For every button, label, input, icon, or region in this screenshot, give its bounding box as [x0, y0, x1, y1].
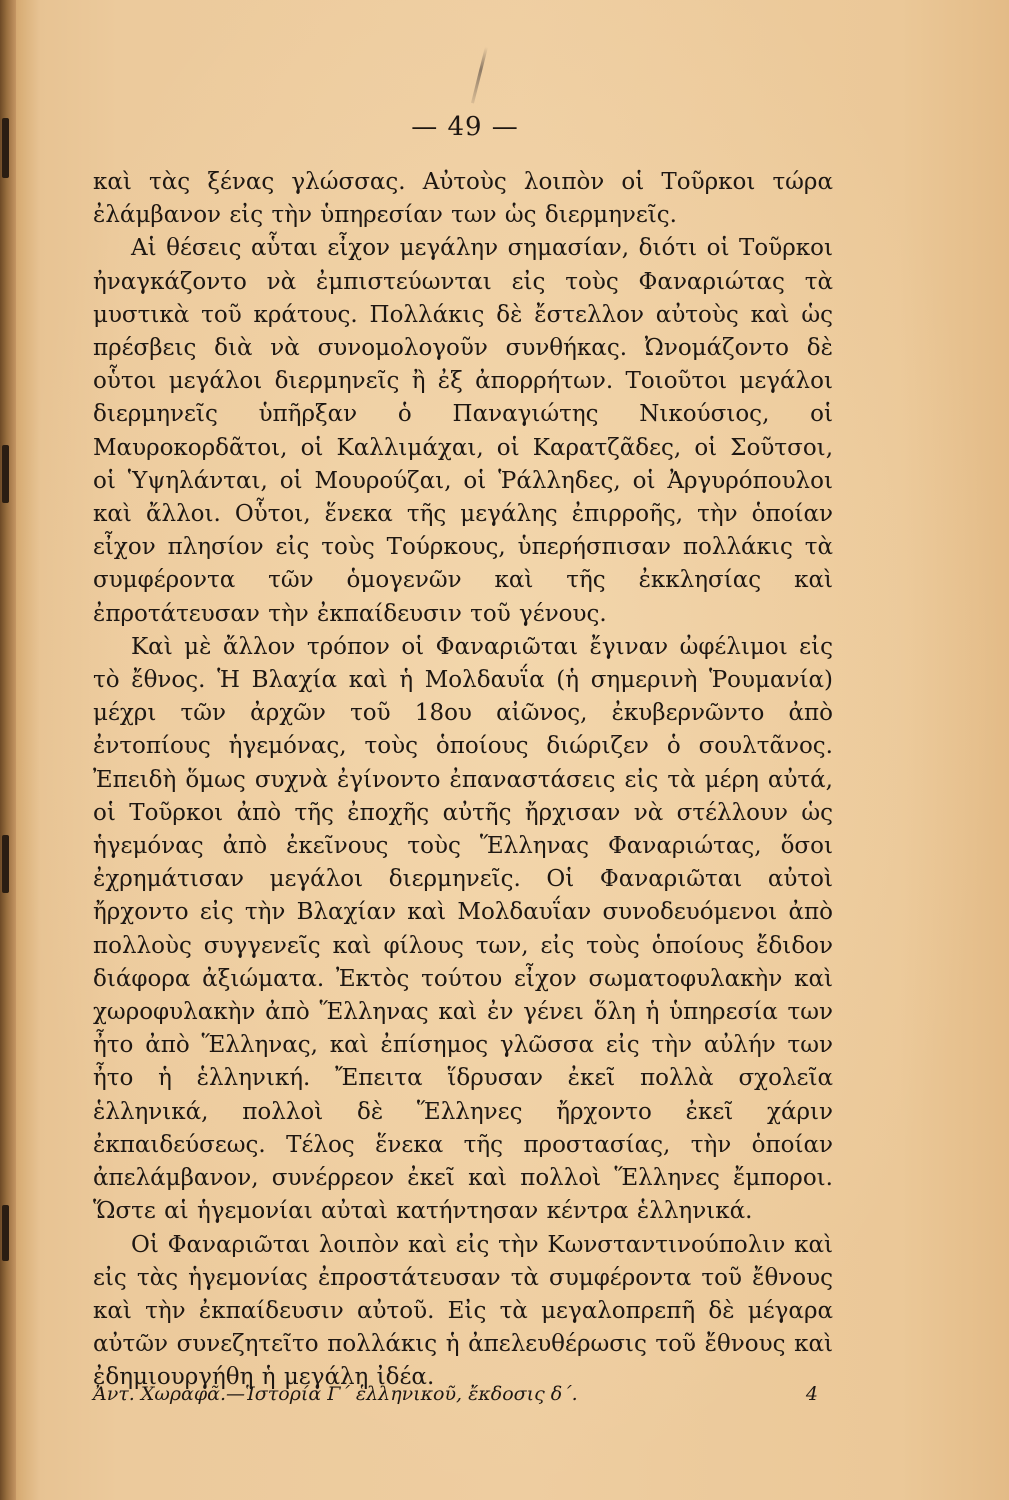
footer-signature: 4 [805, 1383, 818, 1405]
binding-stitch [2, 445, 9, 503]
paragraph-conclusion: Οἱ Φαναριῶται λοιπὸν καὶ εἰς τὴν Κωνσταντινούπολιν καὶ εἰς τὰς ἡγεμονίας ἐπροστάτευσαν τὰ συμφέροντα τοῦ ἔθνους καὶ τὴν ἐκπαίδευσιν αὐτοῦ. Εἰς τὰ μεγαλοπρεπῆ δὲ μέγαρα αὐτῶν συνεζητεῖτο πολλάκις ἡ ἀπελευθέρωσις τοῦ ἔθνους καὶ ἐδημιουργήθη ἡ μεγάλη ἰδέα. [93, 1231, 833, 1391]
paragraph-principalities: Καὶ μὲ ἄλλον τρόπον οἱ Φαναριῶται ἔγιναν ὠφέλιμοι εἰς τὸ ἔθνος. Ἡ Βλαχία καὶ ἡ Μολδαυΐα (ἡ σημερινὴ Ῥουμανία) μέχρι τῶν ἀρχῶν τοῦ 18ου αἰῶνος, ἐκυβερνῶντο ἀπὸ ἐντοπίους ἡγεμόνας, τοὺς ὁποίους διώριζεν ὁ σουλτᾶνος. Ἐπειδὴ ὅμως συχνὰ ἐγίνοντο ἐπαναστάσεις εἰς τὰ μέρη αὐτά, οἱ Τοῦρκοι ἀπὸ τῆς ἐποχῆς αὐτῆς ἤρχισαν νὰ στέλλουν ὡς ἡγεμόνας ἀπὸ ἐκεῖνους τοὺς Ἕλληνας Φαναριώτας, ὅσοι ἐχρημάτισαν μεγάλοι διερμηνεῖς. Οἱ Φαναριῶται αὐτοὶ ἤρχοντο εἰς τὴν Βλαχίαν καὶ Μολδαυΐαν συνοδευόμενοι ἀπὸ πολλοὺς συγγενεῖς καὶ φίλους των, εἰς τοὺς ὁποίους ἔδιδον διάφορα ἀξιώματα. Ἐκτὸς τούτου εἶχον σωματοφυλακὴν καὶ χωροφυλακὴν ἀπὸ Ἕλληνας καὶ ἐν γένει ὅλη ἡ ὑπηρεσία των ἦτο ἀπὸ Ἕλληνας, καὶ ἐπίσημος γλῶσσα εἰς τὴν αὐλήν των ἦτο ἡ ἑλληνική. Ἔπειτα ἵδρυσαν ἐκεῖ πολλὰ σχολεῖα ἑλληνικά, πολλοὶ δὲ Ἕλληνες ἤρχοντο ἐκεῖ χάριν ἐκπαιδεύσεως. Τέλος ἕνεκα τῆς προστασίας, τὴν ὁποίαν ἀπελάμβανον, συνέρρεον ἐκεῖ καὶ πολλοὶ Ἕλληνες ἔμποροι. Ὥστε αἱ ἡγεμονίαι αὐταὶ κατήντησαν κέντρα ἑλληνικά. [93, 633, 833, 1225]
paragraph-continuation: καὶ τὰς ξένας γλώσσας. Αὐτοὺς λοιπὸν οἱ Τοῦρκοι τώρα ἐλάμβανον εἰς τὴν ὑπηρεσίαν των ὡς διερμηνεῖς. [93, 169, 833, 229]
binding-stitch [2, 835, 9, 893]
body-text [93, 166, 833, 1395]
page-footer [93, 1383, 818, 1405]
footer-citation: Ἀντ. Χωραφᾶ.—Ἱστορία Γ΄ ἑλληνικοῦ, ἔκδοσις δ΄. [93, 1383, 578, 1405]
binding-stitch [2, 1205, 9, 1261]
paragraph-interpreters: Αἱ θέσεις αὗται εἶχον μεγάλην σημασίαν, διότι οἱ Τοῦρκοι ἠναγκάζοντο νὰ ἐμπιστεύωνται εἰς τοὺς Φαναριώτας τὰ μυστικὰ τοῦ κράτους. Πολλάκις δὲ ἔστελλον αὐτοὺς καὶ ὡς πρέσβεις διὰ νὰ συνομολογοῦν συνθήκας. Ὠνομάζοντο δὲ οὗτοι μεγάλοι διερμηνεῖς ἢ ἐξ ἀπορρήτων. Τοιοῦτοι μεγάλοι διερμηνεῖς ὑπῆρξαν ὁ Παναγιώτης Νικούσιος, οἱ Μαυροκορδᾶτοι, οἱ Καλλιμάχαι, οἱ Καρατζᾶδες, οἱ Σοῦτσοι, οἱ Ὑψηλάνται, οἱ Μουρούζαι, οἱ Ῥάλληδες, οἱ Ἀργυρόπουλοι καὶ ἄλλοι. Οὗτοι, ἕνεκα τῆς μεγάλης ἐπιρροῆς, τὴν ὁποίαν εἶχον πλησίον εἰς τοὺς Τούρκους, ὑπερήσπισαν πολλάκις τὰ συμφέροντα τῶν ὁμογενῶν καὶ τῆς ἐκκλησίας καὶ ἐπροτάτευσαν τὴν ἐκπαίδευσιν τοῦ γένους. [93, 235, 833, 627]
page-number: — 49 — [411, 112, 519, 142]
pencil-mark [471, 46, 488, 103]
page-binding [0, 0, 16, 1500]
